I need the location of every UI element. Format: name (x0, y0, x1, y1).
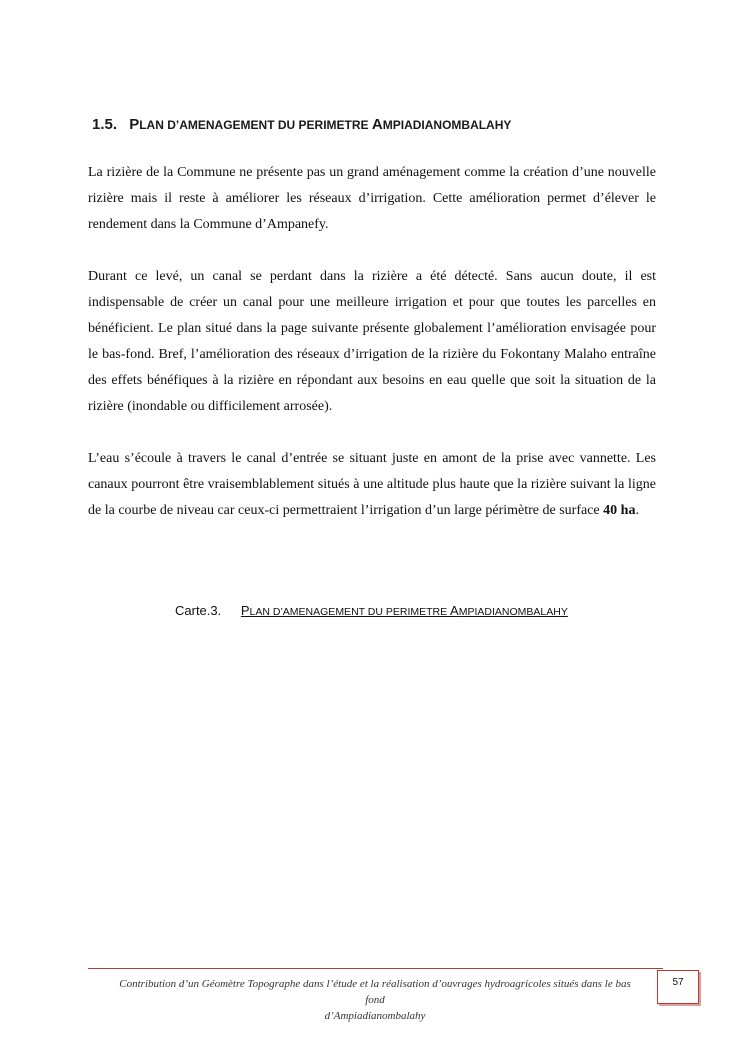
footer-divider (88, 968, 663, 969)
section-title-cap-2: A (371, 116, 383, 133)
footer-line-2: d’Ampiadianombalahy (324, 1010, 426, 1022)
paragraph-3 (88, 446, 656, 524)
map-caption (175, 603, 568, 618)
caption-title-rest-1: LAN D’AMENAGEMENT DU PERIMETRE (249, 606, 451, 618)
page-number-box (657, 970, 699, 1004)
footer-line-1: Contribution d’un Géomètre Topographe dans l’étude et la réalisation d’ouvrages hydroagricoles situés dans le bas fond (119, 978, 631, 1006)
section-title-cap-1: P (129, 116, 140, 133)
caption-title (241, 603, 568, 618)
paragraph-3-bold: 40 ha (603, 503, 636, 518)
paragraph-3-text: L’eau s’écoule à travers le canal d’entrée se situant juste en amont de la prise avec vannette. Les canaux pourront être vraisemblablement situés à une altitude plus haute que la rizière suivant la ligne de la courbe de niveau car ceux-ci permettraient l’irrigation d’un large périmètre de surface (88, 451, 656, 518)
paragraph-3-end: . (635, 503, 639, 518)
section-title-rest-2: MPIADIANOMBALAHY (382, 118, 512, 132)
section-number: 1.5. (92, 116, 118, 133)
caption-title-cap-1: P (240, 603, 250, 618)
page-number: 57 (672, 977, 684, 988)
caption-title-rest-2: MPIADIANOMBALAHY (458, 606, 568, 618)
section-heading (92, 116, 692, 133)
paragraph-1: La rizière de la Commune ne présente pas un grand aménagement comme la création d’une nouvelle rizière mais il reste à améliorer les réseaux d’irrigation. Cette amélioration permet d’élever le rendement dans la Commune d’Ampanefy. (88, 165, 656, 232)
section-title-rest-1: LAN D’AMENAGEMENT DU PERIMETRE (139, 118, 372, 132)
caption-label: Carte.3. (175, 603, 222, 618)
paragraph-2: Durant ce levé, un canal se perdant dans la rizière a été détecté. Sans aucun doute, il est indispensable de créer un canal pour une meilleure irrigation et pour que toutes les parcelles en bénéficient. Le plan situé dans la page suivante présente globalement l’amélioration envisagée pour le bas-fond. Bref, l’amélioration des réseaux d’irrigation de la rizière du Fokontany Malaho entraîne des effets bénéfiques à la rizière en répondant aux besoins en eau quelle que soit la situation de la rizière (inondable ou difficilement arrosée). (88, 269, 656, 414)
footer-text (110, 976, 640, 1024)
caption-title-cap-2: A (450, 603, 459, 618)
